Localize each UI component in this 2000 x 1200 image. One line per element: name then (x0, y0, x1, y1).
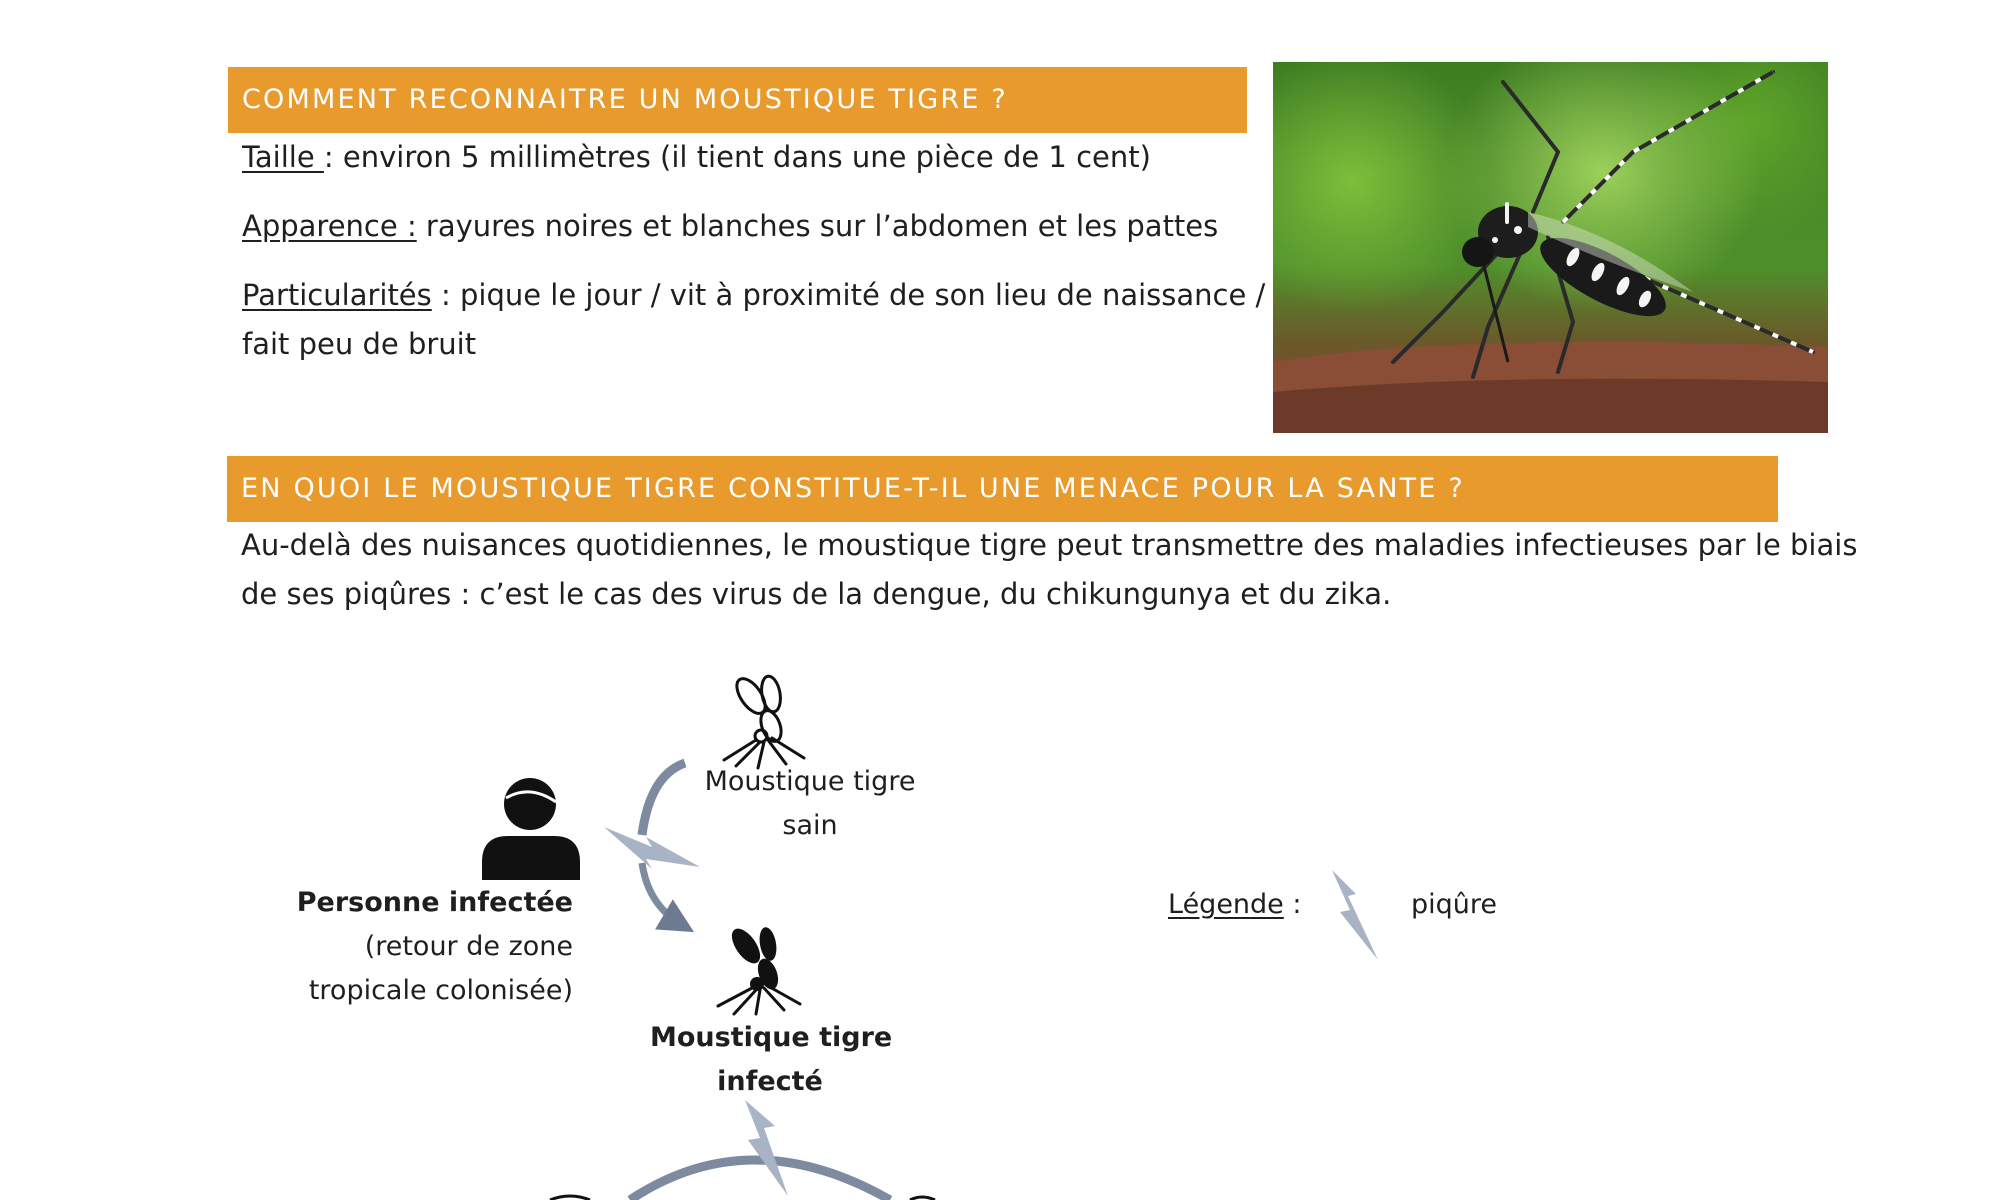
threat-paragraph-line-2: de ses piqûres : c’est le cas des virus de la dengue, du chikungunya et du zika. (241, 577, 1392, 611)
legend (1168, 883, 1301, 927)
appearance-text: rayures noires et blanches sur l’abdomen et les pattes (416, 209, 1219, 243)
section-heading-recognize: COMMENT RECONNAITRE UN MOUSTIQUE TIGRE ? (228, 67, 1247, 133)
infected-person-title: Personne infectée (296, 887, 573, 918)
particularities-label: Particularités (242, 278, 432, 312)
legend-lightning-icon (1322, 860, 1380, 964)
infected-mosquito-label-1: Moustique tigre (650, 1022, 893, 1053)
infected-person-line-2: tropicale colonisée) (308, 975, 573, 1006)
infected-mosquito-label-2: infecté (717, 1066, 823, 1097)
size-line (242, 139, 1151, 175)
healthy-mosquito-icon (716, 678, 806, 768)
particularities-line (242, 277, 1265, 313)
healthy-mosquito-label-1: Moustique tigre (704, 766, 916, 797)
lower-transmission-arc (550, 1100, 950, 1200)
infected-person-icon (482, 776, 580, 880)
section-heading-health-threat: EN QUOI LE MOUSTIQUE TIGRE CONSTITUE-T-IL UNE MENACE POUR LA SANTE ? (227, 456, 1778, 522)
appearance-line (242, 208, 1218, 244)
infected-mosquito-icon (712, 930, 802, 1014)
infected-person-line-1: (retour de zone (364, 931, 573, 962)
size-label: Taille (242, 140, 324, 174)
particularities-text-2: fait peu de bruit (242, 327, 477, 361)
threat-paragraph-line-1: Au-delà des nuisances quotidiennes, le moustique tigre peut transmettre des maladies infectieuses par le biais (241, 528, 1858, 562)
size-text: : environ 5 millimètres (il tient dans une pièce de 1 cent) (323, 140, 1151, 174)
tiger-mosquito-photo (1273, 62, 1828, 433)
appearance-label: Apparence : (242, 209, 417, 243)
transmission-arrows (590, 755, 720, 940)
legend-colon: : (1283, 889, 1302, 920)
legend-label: Légende (1168, 889, 1284, 920)
healthy-mosquito-label-2: sain (782, 810, 838, 841)
particularities-text-1: : pique le jour / vit à proximité de son lieu de naissance / (431, 278, 1266, 312)
legend-item-label: piqûre (1411, 889, 1498, 920)
